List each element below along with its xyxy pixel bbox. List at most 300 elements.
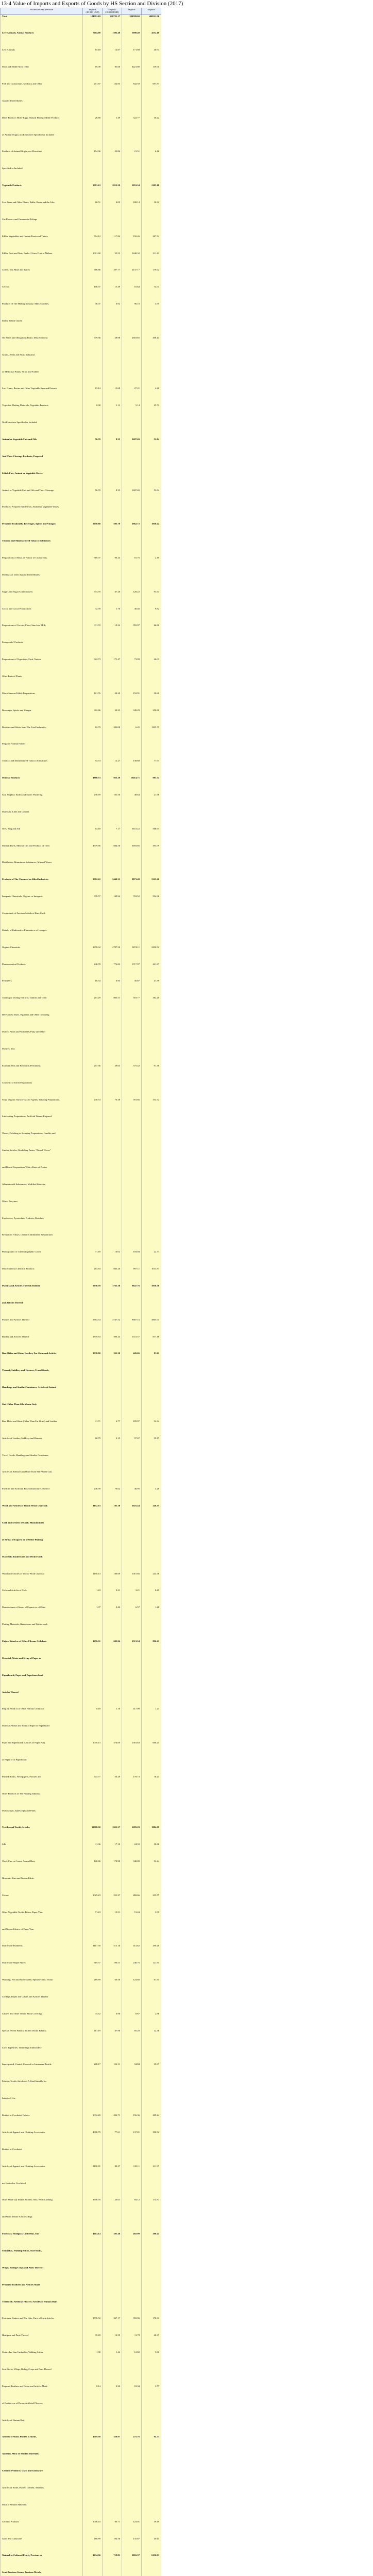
row-value	[83, 319, 103, 336]
row-value: 275.76	[122, 2435, 142, 2452]
row-value	[122, 2249, 142, 2266]
table-row	[1, 2249, 372, 2266]
row-value: 101.56	[103, 793, 122, 810]
row-value	[122, 1132, 142, 1149]
row-label: Footwear, Headgear, Umbrellas, Sun	[1, 2232, 83, 2249]
row-label: Oil Seeds and Oleaginous Fruits; Miscellaneous	[1, 336, 83, 353]
table-row	[1, 1572, 372, 1589]
row-value	[142, 810, 161, 827]
row-value: 2016.37	[122, 2554, 142, 2571]
row-value: 208.17	[83, 2063, 103, 2080]
row-value	[103, 539, 122, 556]
row-value: 719.81	[103, 2554, 122, 2571]
row-label: Edible Fats; Animal or Vegetable Waxes	[1, 472, 83, 489]
row-spacer	[161, 2266, 372, 2283]
row-value	[83, 2402, 103, 2419]
row-spacer	[161, 1894, 372, 1911]
row-value: 30.32	[142, 201, 161, 218]
row-value: 60.79	[83, 1437, 103, 1454]
row-label: Cosmetic or Toilet Preparations	[1, 1081, 83, 1098]
row-value	[103, 2300, 122, 2317]
row-value: 32.39	[83, 607, 103, 624]
row-value: 381.48	[103, 2232, 122, 2249]
row-value: 124.66	[122, 1978, 142, 1995]
row-spacer	[161, 2165, 372, 2182]
row-value	[103, 1538, 122, 1555]
row-value	[103, 167, 122, 184]
row-value: 60.51	[83, 201, 103, 218]
row-spacer	[161, 2537, 372, 2554]
row-label: Pastrycooks' Products	[1, 641, 83, 658]
row-value	[103, 1183, 122, 1200]
row-value: 1117.30	[83, 1944, 103, 1961]
row-value	[122, 1758, 142, 1775]
row-value: 5.14	[122, 404, 142, 421]
row-value	[103, 1657, 122, 1674]
row-value: 18.34	[122, 2385, 142, 2402]
row-value	[103, 573, 122, 590]
row-label: Vegetable Products	[1, 184, 83, 201]
row-value	[142, 1538, 161, 1555]
row-value	[83, 861, 103, 878]
row-value: 184591.18	[83, 15, 103, 32]
row-value	[122, 1200, 142, 1217]
row-value	[122, 2148, 142, 2165]
row-value: 35.49	[83, 2334, 103, 2351]
row-label: Material; Waste and Scrap of Paper or	[1, 1657, 83, 1674]
row-value	[122, 455, 142, 472]
row-value: 10414.71	[122, 776, 142, 793]
table-row	[1, 2452, 372, 2469]
row-value	[142, 2080, 161, 2097]
row-label: Cork and Articles of Cork	[1, 1589, 83, 1606]
table-row	[1, 1538, 372, 1555]
row-value	[122, 1674, 142, 1691]
row-label: and Woven Fabrics of Paper Yarn	[1, 1928, 83, 1945]
row-value: 382.20	[142, 996, 161, 1013]
row-value: 94.73	[142, 2435, 161, 2452]
row-value	[103, 1995, 122, 2012]
row-value: 763.52	[122, 895, 142, 912]
row-value	[83, 1369, 103, 1386]
row-value	[103, 2368, 122, 2385]
row-value: 36.07	[83, 302, 103, 319]
row-label: Knitted or Crocheted Fabrics	[1, 2114, 83, 2131]
table-row	[1, 336, 372, 353]
row-label: Headgear and Parts Thereof	[1, 2334, 83, 2351]
row-value: 6.16	[142, 150, 161, 167]
table-row	[1, 1233, 372, 1250]
row-spacer	[161, 912, 372, 929]
row-value: 170.31	[142, 2317, 161, 2334]
row-value	[103, 2452, 122, 2469]
row-value	[142, 2097, 161, 2114]
row-spacer	[161, 709, 372, 726]
row-value: 1576.52	[83, 2317, 103, 2334]
row-value: 22.86	[103, 150, 122, 167]
row-value: 94.74	[83, 759, 103, 776]
row-label: Other Products of The Printing Industry;	[1, 1792, 83, 1809]
table-row	[1, 726, 372, 743]
row-spacer	[161, 65, 372, 82]
row-value: 152.91	[122, 692, 142, 709]
table-row	[1, 2571, 372, 2576]
table-row	[1, 793, 372, 810]
row-spacer	[161, 31, 372, 48]
row-value	[103, 1013, 122, 1030]
row-label: and Dental Preparations With a Basis of Plaster	[1, 1166, 83, 1183]
row-value	[103, 2097, 122, 2114]
row-value: 52.84	[142, 438, 161, 455]
row-spacer	[161, 2520, 372, 2537]
row-label: Material; Waste and Scrap of Paper or Paperboard	[1, 1724, 83, 1741]
row-value	[103, 1809, 122, 1826]
row-label: Printed Books, Newspapers, Pictures and	[1, 1775, 83, 1792]
row-spacer	[161, 252, 372, 269]
row-spacer	[161, 827, 372, 844]
row-spacer	[161, 590, 372, 607]
table-row	[1, 99, 372, 116]
row-label: Photographic or Cinematographic Goods	[1, 1250, 83, 1267]
row-value: 108.97	[83, 285, 103, 302]
table-row	[1, 1386, 372, 1403]
row-label: Plastics and Articles Thereof	[1, 1318, 83, 1335]
row-value: 76.38	[103, 1098, 122, 1115]
row-value	[122, 167, 142, 184]
row-value	[142, 573, 161, 590]
row-value: 267.54	[142, 235, 161, 252]
row-value: 95.11	[142, 1352, 161, 1369]
row-value: 1070.13	[83, 1741, 103, 1758]
table-row	[1, 184, 372, 201]
row-spacer	[161, 1064, 372, 1081]
row-label: Prepared Feathers and Articles Made	[1, 2283, 83, 2300]
row-value	[103, 2148, 122, 2165]
table-row	[1, 861, 372, 878]
row-value	[122, 1470, 142, 1487]
row-spacer	[161, 641, 372, 658]
row-value: 6136.93	[142, 2554, 161, 2571]
row-value	[83, 573, 103, 590]
row-value: 21.68	[142, 793, 161, 810]
row-label: Carpets and Other Textile Floor Coverings	[1, 2012, 83, 2029]
row-value: 842.50	[122, 82, 142, 99]
row-value	[83, 2080, 103, 2097]
table-row	[1, 759, 372, 776]
row-spacer	[161, 963, 372, 980]
row-label: Industrial Use	[1, 2097, 83, 2114]
row-value	[122, 2452, 142, 2469]
row-label: Live Trees and Other Plants; Bulbs, Roots and the Like;	[1, 201, 83, 218]
row-value: 52.84	[142, 489, 161, 506]
row-value	[83, 742, 103, 759]
row-value: 3538.90	[83, 1352, 103, 1369]
row-value: 16.34	[83, 979, 103, 996]
row-value: 3.77	[142, 2385, 161, 2402]
row-value: 34.34	[142, 1420, 161, 1437]
row-value	[142, 1758, 161, 1775]
row-value: 236.69	[83, 793, 103, 810]
table-row	[1, 607, 372, 624]
row-label: Raw Hides and Skins, Leather, Fur Skins and Articles	[1, 1352, 83, 1369]
row-value: 150.46	[122, 235, 142, 252]
row-value: 1878.32	[83, 946, 103, 963]
row-value: 2285.29	[122, 1826, 142, 1843]
row-value	[103, 1132, 122, 1149]
row-value: 84.12	[122, 2198, 142, 2215]
row-value: 918.07	[83, 556, 103, 573]
row-value	[103, 912, 122, 929]
row-value: 16.22	[142, 116, 161, 133]
row-value: 96.24	[103, 556, 122, 573]
row-value	[83, 2503, 103, 2520]
row-label: Ceramic Products; Glass and Glassware	[1, 2469, 83, 2486]
row-value	[122, 2469, 142, 2486]
row-value	[122, 2300, 142, 2317]
row-value: 3693.85	[122, 844, 142, 861]
row-spacer	[161, 455, 372, 472]
row-label: Special Woven Fabrics; Tufted Textile Fabrics;	[1, 2029, 83, 2046]
row-value	[103, 1149, 122, 1166]
row-spacer	[161, 218, 372, 235]
row-spacer	[161, 235, 372, 252]
table-row	[1, 1978, 372, 1995]
row-value: 6.57	[122, 1606, 142, 1623]
row-value	[103, 2419, 122, 2436]
row-spacer	[161, 1132, 372, 1149]
row-value	[122, 810, 142, 827]
row-value: 85.28	[122, 2029, 142, 2046]
row-value: 124.01	[122, 2520, 142, 2537]
row-spacer	[161, 844, 372, 861]
row-label: Fertilizers	[1, 979, 83, 996]
row-value: 1.13	[103, 404, 122, 421]
row-label: Gut (Other Than Silk-Worm Gut)	[1, 1403, 83, 1420]
row-value: 1717.97	[122, 963, 142, 980]
row-value	[83, 539, 103, 556]
row-label: Manufactures of Straw, of Esparto or of Other	[1, 1606, 83, 1623]
table-row	[1, 2080, 372, 2097]
row-value: 311.43	[142, 252, 161, 269]
row-label: Textiles and Textile Articles	[1, 1826, 83, 1843]
table-row	[1, 1250, 372, 1267]
row-value: 518.77	[122, 996, 142, 1013]
table-row	[1, 1724, 372, 1741]
row-spacer	[161, 1470, 372, 1487]
row-spacer	[161, 1504, 372, 1521]
table-row	[1, 1487, 372, 1504]
table-row	[1, 844, 372, 861]
row-value: 414.62	[122, 1944, 142, 1961]
row-spacer	[161, 2571, 372, 2576]
row-spacer	[161, 2385, 372, 2402]
row-value: 39.49	[142, 2520, 161, 2537]
row-value	[142, 2486, 161, 2503]
row-spacer	[161, 1081, 372, 1098]
row-spacer	[161, 1301, 372, 1318]
row-value	[122, 929, 142, 946]
row-spacer	[161, 2215, 372, 2232]
row-value: 3702.22	[83, 878, 103, 895]
row-label: Waxes, Polishing or Scouring Preparations, Candles and	[1, 1132, 83, 1149]
row-value: 6.93	[103, 979, 122, 996]
row-spacer	[161, 336, 372, 353]
row-value	[103, 1030, 122, 1047]
row-value: 16.36	[142, 1843, 161, 1860]
row-label: Other Vegetable Textile Fibres; Paper Yarn	[1, 1911, 83, 1928]
row-value: 343.77	[83, 1775, 103, 1792]
column-header-exports	[103, 8, 122, 15]
row-value: 1440.32	[122, 252, 142, 269]
row-value: 391.66	[122, 1098, 142, 1115]
row-value: 207.36	[83, 1064, 103, 1081]
row-value: 132.83	[103, 82, 122, 99]
row-value: 209.24	[142, 2114, 161, 2131]
table-row	[1, 455, 372, 472]
row-label: Wood and Articles of Wood; Wood Charcoal;	[1, 1504, 83, 1521]
row-label: Natural or Cultured Pearls, Precious or	[1, 2554, 83, 2571]
row-value	[103, 1928, 122, 1945]
row-value: 0.21	[103, 1589, 122, 1606]
row-label: Edible Vegetables and Certain Roots and Tubers	[1, 235, 83, 252]
row-spacer	[161, 2249, 372, 2266]
row-label: Asbestos, Mica or Similar Materials;	[1, 2452, 83, 2469]
table-row	[1, 2165, 372, 2182]
row-spacer	[161, 878, 372, 895]
row-value: 5690.40	[122, 31, 142, 48]
row-label: Preparations of Meat, of Fish or of Crustaceans,	[1, 556, 83, 573]
row-spacer	[161, 167, 372, 184]
row-value	[103, 929, 122, 946]
table-row	[1, 1030, 372, 1047]
row-value	[142, 2452, 161, 2469]
row-value	[83, 1013, 103, 1030]
row-value: 370.57	[83, 895, 103, 912]
row-value: 112.11	[103, 2063, 122, 2080]
table-row	[1, 2029, 372, 2046]
row-value	[83, 1877, 103, 1894]
row-label: Manuscripts, Typescripts and Plans	[1, 1809, 83, 1826]
row-label: Products of Animal Origin, not Elsewhere	[1, 150, 83, 167]
row-value: 359.96	[122, 2317, 142, 2334]
row-spacer	[161, 1284, 372, 1301]
row-value	[142, 1724, 161, 1741]
row-spacer	[161, 1691, 372, 1708]
table-row	[1, 2114, 372, 2131]
row-value: 171.47	[103, 658, 122, 675]
row-label: Rubber and Articles Thereof	[1, 1335, 83, 1352]
table-row	[1, 1843, 372, 1860]
row-label: Articles of Animal Gut (Other Than Silk-Worm Gut)	[1, 1470, 83, 1487]
row-label: Umbrellas, Walking-Sticks, Seat-Sticks,	[1, 2249, 83, 2266]
table-row	[1, 1420, 372, 1437]
table-row	[1, 1674, 372, 1691]
row-label: Inorganic Chemicals; Organic or Inorganic	[1, 895, 83, 912]
table-row	[1, 387, 372, 404]
row-value	[103, 2469, 122, 2486]
row-label: Dairy Produce; Birds' Eggs; Natural Honey; Edible Products	[1, 116, 83, 133]
row-spacer	[161, 1978, 372, 1995]
row-value	[83, 2419, 103, 2436]
row-label: Prepared Animal Fodder	[1, 742, 83, 759]
row-value	[103, 2080, 122, 2097]
row-value	[103, 1200, 122, 1217]
table-row	[1, 827, 372, 844]
row-value	[103, 1115, 122, 1132]
table-row	[1, 810, 372, 827]
row-value: 568.97	[142, 827, 161, 844]
row-value: 619.37	[83, 1961, 103, 1978]
row-value	[122, 2571, 142, 2576]
row-value: 4.09	[103, 201, 122, 218]
table-row	[1, 895, 372, 912]
row-label: Therewith; Artificial Flowers; Articles of Human Hair	[1, 2300, 83, 2317]
row-label: Plaiting Materials; Basketware and Wickerwork	[1, 1623, 83, 1640]
row-value: 595.79	[103, 522, 122, 539]
table-row	[1, 1606, 372, 1623]
row-value: 92.24	[142, 1860, 161, 1877]
row-value	[122, 1301, 142, 1318]
row-value: 220721.17	[103, 15, 122, 32]
row-label: Edible Fruit and Nuts; Peel of Citrus Fruit or Melons	[1, 252, 83, 269]
row-label: Products of The Milling Industry; Malt; Starches;	[1, 302, 83, 319]
row-value	[103, 1217, 122, 1234]
row-value: 28.98	[103, 336, 122, 353]
row-spacer	[161, 2503, 372, 2520]
row-value: 4579.66	[83, 844, 103, 861]
row-value	[142, 1470, 161, 1487]
row-value	[83, 1115, 103, 1132]
row-value: 188.14	[122, 201, 142, 218]
row-value: 374.09	[103, 1741, 122, 1758]
row-value: 1687.69	[122, 489, 142, 506]
row-value	[83, 2469, 103, 2486]
row-value	[103, 675, 122, 692]
row-value	[103, 133, 122, 150]
row-value: 4552.10	[142, 31, 161, 48]
row-label: Not Elsewhere Specified or Included	[1, 421, 83, 438]
row-value: 290.26	[142, 1944, 161, 1961]
table-row	[1, 1995, 372, 2012]
row-value: 350.97	[103, 2435, 122, 2452]
row-value: 1008.43	[83, 2520, 103, 2537]
row-label: Compounds of Precious Metals of Rare-Earth	[1, 912, 83, 929]
row-value: 393.09	[142, 844, 161, 861]
row-value: 250.80	[142, 709, 161, 726]
table-row	[1, 2537, 372, 2554]
row-value: 96.10	[122, 302, 142, 319]
table-row	[1, 996, 372, 1013]
table-body	[1, 15, 372, 2576]
table-row	[1, 302, 372, 319]
row-value: 776.82	[103, 963, 122, 980]
row-value: 1392.40	[103, 31, 122, 48]
row-value	[103, 641, 122, 658]
row-value	[83, 99, 103, 116]
table-row	[1, 1284, 372, 1301]
row-label: Meat and Edible Meat Offal	[1, 65, 83, 82]
row-value: 47.26	[103, 590, 122, 607]
row-value: 2390.52	[142, 946, 161, 963]
table-row	[1, 590, 372, 607]
row-spacer	[161, 1217, 372, 1234]
row-value: 4421.80	[122, 65, 142, 82]
row-value: 9764.54	[83, 1318, 103, 1335]
row-value	[122, 1369, 142, 1386]
row-value: 1614.14	[83, 2232, 103, 2249]
row-label: Mineral Fuels, Mineral Oils and Products of Their	[1, 844, 83, 861]
row-value: 74.01	[142, 285, 161, 302]
